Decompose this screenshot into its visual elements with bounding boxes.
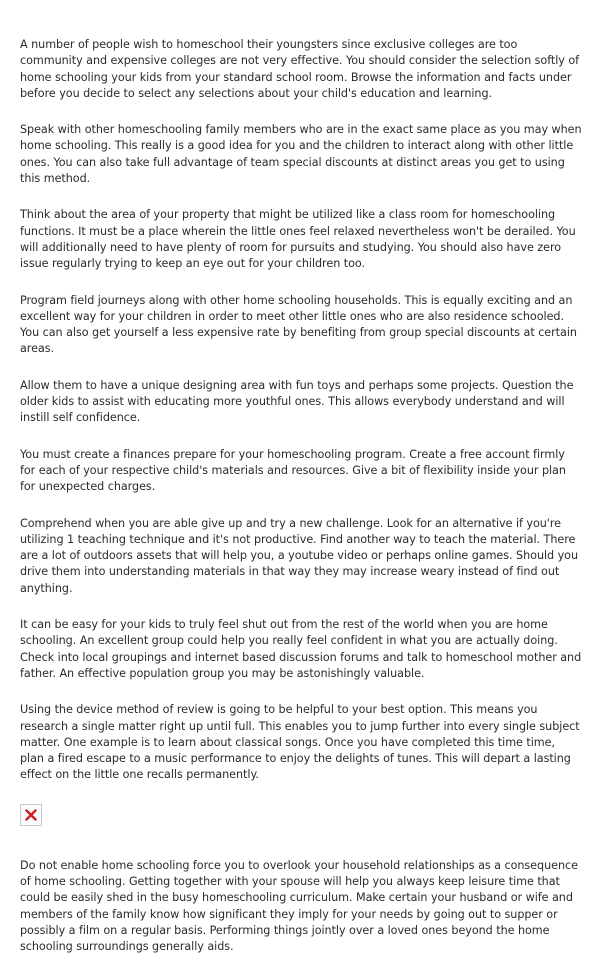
broken-image-icon [20,804,42,826]
article-body [20,37,582,975]
paragraph-2: Speak with other homeschooling family members who are in the exact same place as you may when home schooling. This really is a good idea for you and the children to interact along with other little ones. You can also take full advantage of team special discounts at distinct areas you get to using this method. [20,123,582,186]
paragraph-1: A number of people wish to homeschool their youngsters since exclusive colleges are too community and expensive colleges are not very effective. You should consider the selection softly of home schooling your kids from your standard school room. Browse the information and facts under before you decide to select any selections about your child's education and learning. [20,38,580,100]
paragraph-8: It can be easy for your kids to truly feel shut out from the rest of the world when you are home schooling. An excellent group could help you really feel confident in what you are actually doing. Check into local groupings and internet based discussion forums and talk to homeschool mother and father. An effective population group you may be astonishingly valuable. [20,618,582,680]
paragraph-9: Using the device method of review is going to be helpful to your best option. This means you research a single matter right up until full. This enables you to jump further into every single subject matter. One example is to learn about classical songs. Once you have completed this time time, plan a fired escape to a music performance to enjoy the delights of tunes. This will depart a lasting effect on the little one recalls permanently. [20,703,580,782]
paragraph-4: Program field journeys along with other home schooling households. This is equally exciting and an excellent way for your children in order to meet other little ones who are also residence schooled. You can also get yourself a less expensive rate by benefiting from group special discounts at certain areas. [20,293,577,356]
paragraph-6: You must create a finances prepare for your homeschooling program. Create a free account firmly for each of your respective child's materials and resources. Give a bit of flexibility inside your plan for unexpected charges. [20,447,566,494]
paragraph-7: Comprehend when you are able give up and try a new challenge. Look for an alternative if you're utilizing 1 teaching technique and it's not productive. Find another way to teach the material. There are a lot of outdoors assets that will help you, a youtube video or perhaps online games. Should you drive them into understanding materials in that way they may increase weary instead of find out anything. [20,516,579,595]
paragraph-10: Do not enable home schooling force you to overlook your household relationships as a consequence of home schooling. Getting together with your spouse will help you always keep leisure time that could be easily shed in the busy homeschooling curriculum. Make certain your husband or wife and members of the family know how significant they imply for your needs by going out to supper or possibly a film on a regular basis. Performing things jointly over a loved ones beyond the home schooling surroundings generally aids. [20,858,578,954]
broken-image-x-mark [25,809,37,821]
image-container [20,804,582,830]
paragraph-3: Think about the area of your property that might be utilized like a class room for homeschooling functions. It must be a place wherein the little ones feel relaxed nevertheless won't be derailed. You will additionally need to have plenty of room for pursuits and studying. You should also have zero issue regularly trying to keep an eye out for your children too. [20,208,576,271]
paragraph-5: Allow them to have a unique designing area with fun toys and perhaps some projects. Question the older kids to assist with educating more youthful ones. This allows everybody understand and will instill self confidence. [20,378,574,425]
